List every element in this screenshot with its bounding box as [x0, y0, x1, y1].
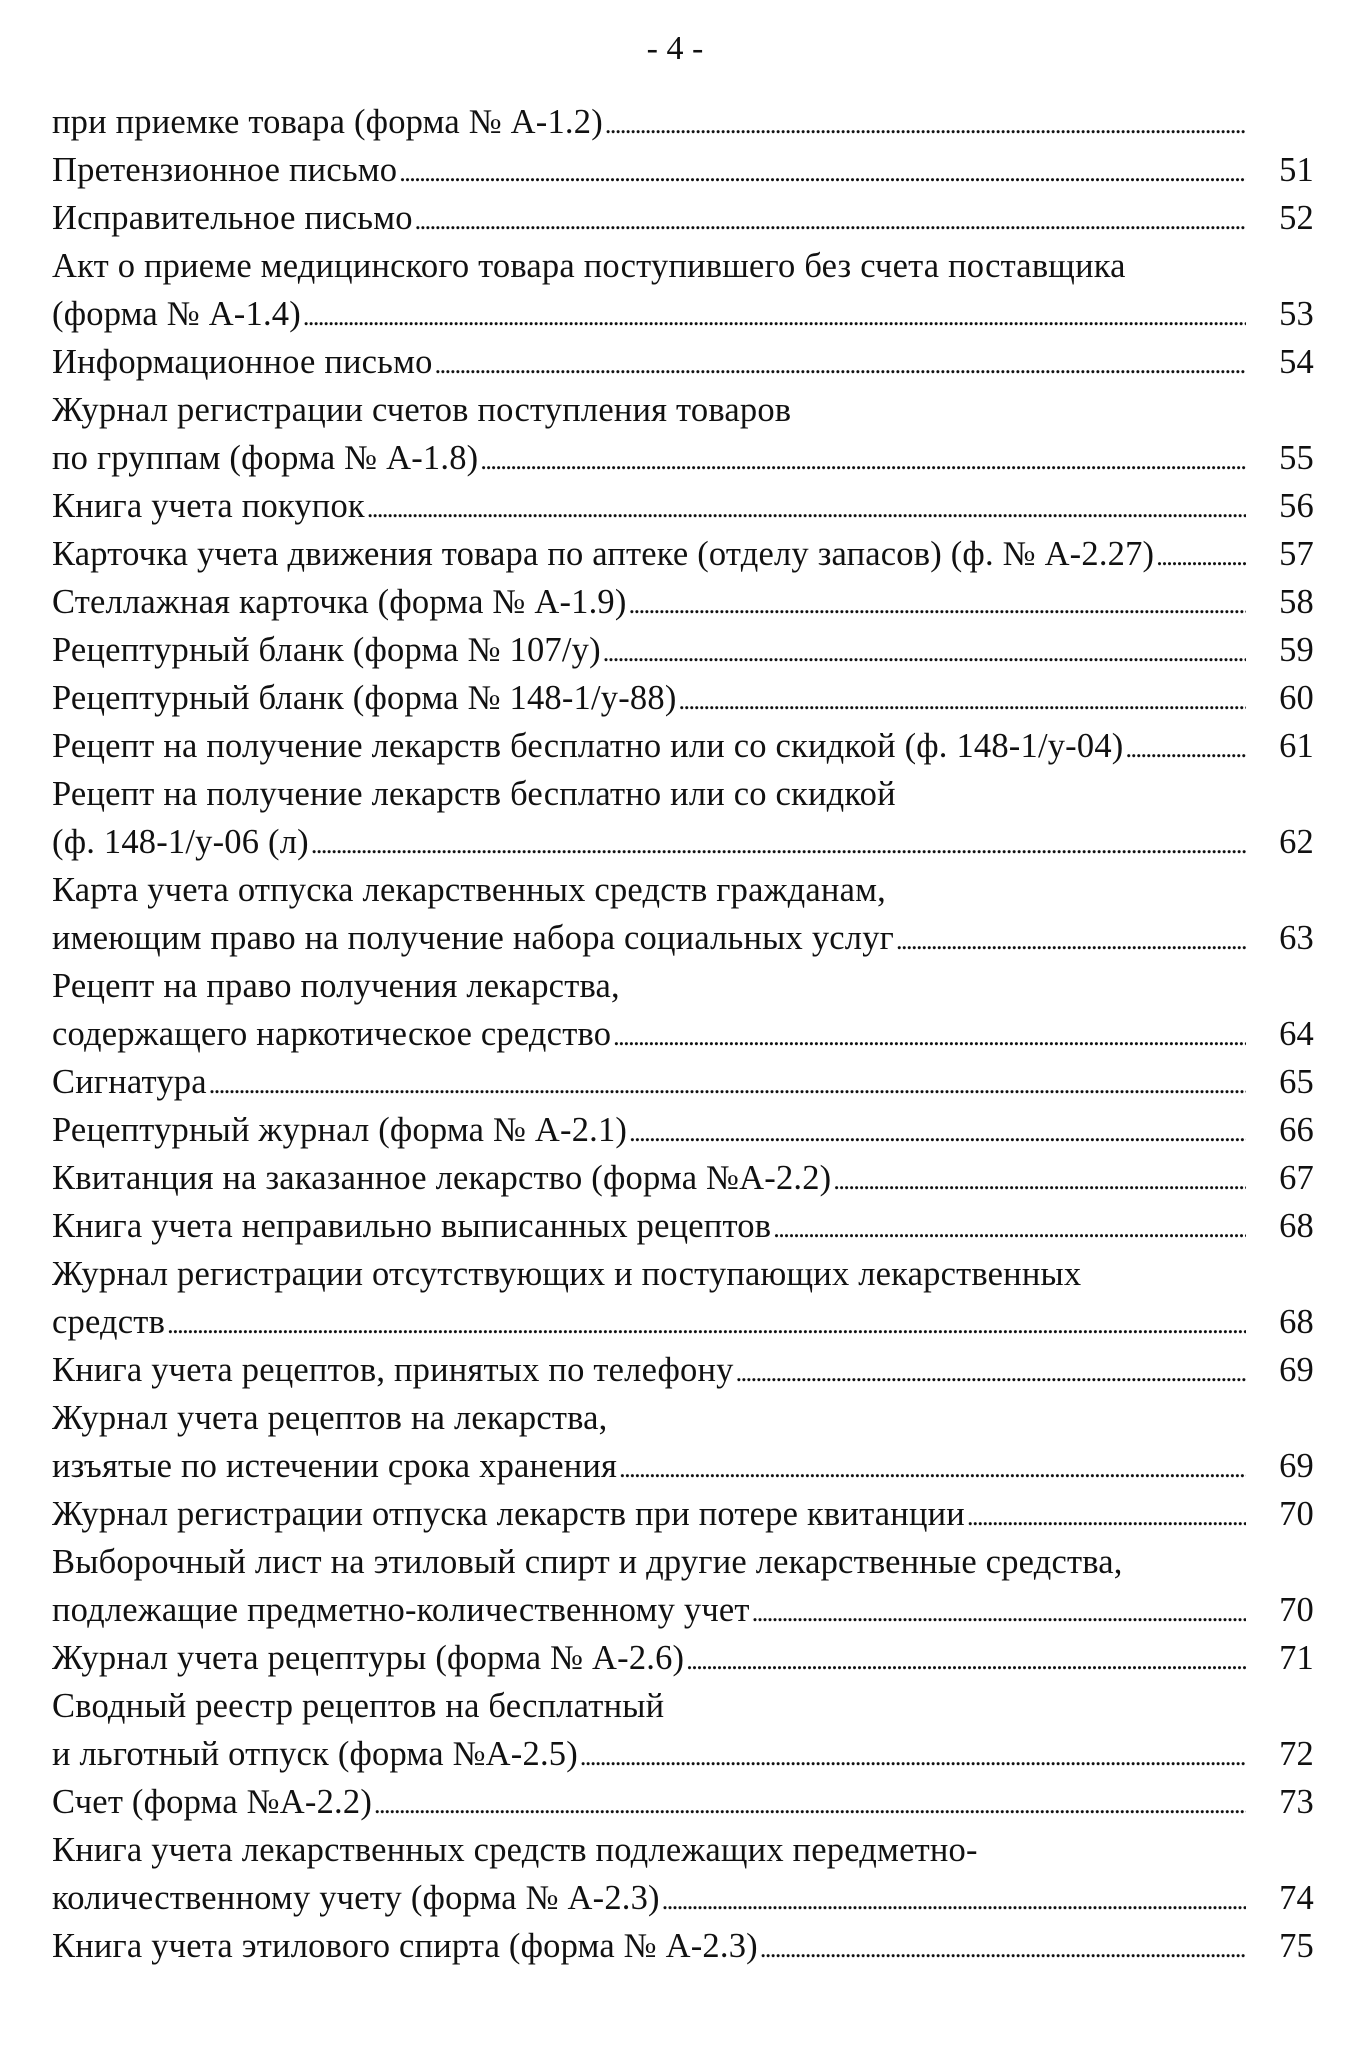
- toc-entry-title: Книга учета неправильно выписанных рецептов: [52, 1207, 772, 1245]
- toc-entry-title-line: Журнал регистрации отсутствующих и поступающих лекарственных: [52, 1255, 1082, 1293]
- toc-entry-page-number: 60: [1279, 679, 1314, 717]
- toc-entry: [52, 1538, 1314, 1634]
- toc-entry-title: (форма № А-1.4): [52, 295, 301, 333]
- toc-entry: [52, 1346, 1314, 1394]
- dot-leader: [679, 674, 1246, 725]
- toc-entry: [52, 1202, 1314, 1250]
- toc-entry-title: изъятые по истечении срока хранения: [52, 1447, 618, 1485]
- toc-entry-title: Рецептурный журнал (форма № А-2.1): [52, 1111, 628, 1149]
- toc-entry-line: [52, 1346, 1314, 1394]
- toc-entry: [52, 626, 1314, 674]
- dot-leader: [760, 1922, 1246, 1973]
- toc-entry: [52, 722, 1314, 770]
- toc-entry-page-number: 66: [1279, 1111, 1314, 1149]
- toc-entry-title: количественному учету (форма № А-2.3): [52, 1879, 660, 1917]
- toc-entry-line: [52, 1298, 1314, 1346]
- toc-entry-line: [52, 338, 1314, 386]
- toc-entry-line: [52, 434, 1314, 482]
- toc-entry-title: Счет (форма №А-2.2): [52, 1783, 373, 1821]
- toc-entry-page-number: 69: [1279, 1351, 1314, 1389]
- table-of-contents: [52, 98, 1314, 1970]
- toc-entry-line: [52, 1586, 1314, 1634]
- toc-entry-line: [52, 914, 1314, 962]
- dot-leader: [1125, 722, 1246, 773]
- toc-entry-page-number: 74: [1279, 1879, 1314, 1917]
- dot-leader: [629, 1106, 1246, 1157]
- toc-entry-page-number: 53: [1279, 295, 1314, 333]
- toc-entry-line: [52, 1154, 1314, 1202]
- toc-entry-page-number: 70: [1279, 1495, 1314, 1533]
- toc-entry-line: [52, 1874, 1314, 1922]
- toc-entry: [52, 242, 1314, 338]
- toc-entry: [52, 98, 1314, 146]
- toc-entry-line: [52, 1778, 1314, 1826]
- toc-entry-title-line: Акт о приеме медицинского товара поступившего без счета поставщика: [52, 247, 1126, 285]
- toc-entry-page-number: 70: [1279, 1591, 1314, 1629]
- toc-entry: [52, 1106, 1314, 1154]
- dot-leader: [580, 1730, 1246, 1781]
- toc-entry: [52, 1778, 1314, 1826]
- dot-leader: [686, 1634, 1246, 1685]
- toc-entry-title: Карточка учета движения товара по аптеке (отделу запасов) (ф. № А-2.27): [52, 535, 1155, 573]
- toc-entry-title: Рецепт на получение лекарств бесплатно или со скидкой (ф. 148-1/у-04): [52, 727, 1124, 765]
- toc-entry-title-line: Рецепт на право получения лекарства,: [52, 967, 620, 1005]
- toc-entry-title-line: Рецепт на получение лекарств бесплатно или со скидкой: [52, 775, 896, 813]
- toc-entry-title: Информационное письмо: [52, 343, 433, 381]
- dot-leader: [619, 1442, 1246, 1493]
- toc-entry-page-number: 62: [1279, 823, 1314, 861]
- toc-entry: [52, 1682, 1314, 1778]
- toc-entry-title-line: Выборочный лист на этиловый спирт и другие лекарственные средства,: [52, 1543, 1123, 1581]
- toc-entry-page-number: 68: [1279, 1303, 1314, 1341]
- toc-entry-title: средств: [52, 1303, 166, 1341]
- dot-leader: [399, 146, 1246, 197]
- toc-entry-title: имеющим право на получение набора социальных услуг: [52, 919, 894, 957]
- toc-entry-page-number: 64: [1279, 1015, 1314, 1053]
- toc-entry-title-line: Сводный реестр рецептов на бесплатный: [52, 1687, 665, 1725]
- dot-leader: [736, 1346, 1246, 1397]
- dot-leader: [303, 290, 1246, 341]
- toc-entry: [52, 1826, 1314, 1922]
- toc-entry-line: [52, 194, 1314, 242]
- toc-entry-page-number: 59: [1279, 631, 1314, 669]
- toc-entry-line: [52, 98, 1314, 146]
- toc-entry-line: [52, 1442, 1314, 1490]
- toc-entry-line: [52, 818, 1314, 866]
- toc-entry-title: и льготный отпуск (форма №А-2.5): [52, 1735, 578, 1773]
- dot-leader: [752, 1586, 1246, 1637]
- dot-leader: [167, 1298, 1246, 1349]
- toc-entry-title-line: Карта учета отпуска лекарственных средств гражданам,: [52, 871, 886, 909]
- dot-leader: [435, 338, 1246, 389]
- dot-leader: [311, 818, 1246, 869]
- toc-entry-title: Рецептурный бланк (форма № 107/у): [52, 631, 601, 669]
- toc-entry-title: Исправительное письмо: [52, 199, 413, 237]
- toc-entry-title-line: Журнал учета рецептов на лекарства,: [52, 1399, 608, 1437]
- toc-entry-title: Журнал регистрации отпуска лекарств при потере квитанции: [52, 1495, 965, 1533]
- toc-entry: [52, 1250, 1314, 1346]
- toc-entry-page-number: 72: [1279, 1735, 1314, 1773]
- toc-entry-line: [52, 290, 1314, 338]
- dot-leader: [773, 1202, 1246, 1253]
- toc-entry: [52, 770, 1314, 866]
- toc-entry: [52, 1634, 1314, 1682]
- toc-entry-page-number: 58: [1279, 583, 1314, 621]
- toc-entry-line: [52, 674, 1314, 722]
- toc-entry: [52, 674, 1314, 722]
- toc-entry-line: [52, 1922, 1314, 1970]
- toc-entry: [52, 962, 1314, 1058]
- toc-entry: [52, 338, 1314, 386]
- toc-entry-page-number: 75: [1279, 1927, 1314, 1965]
- toc-entry: [52, 578, 1314, 626]
- toc-entry-title-line: Книга учета лекарственных средств подлежащих передметно-: [52, 1831, 978, 1869]
- toc-entry-page-number: 63: [1279, 919, 1314, 957]
- toc-entry-line: [52, 1634, 1314, 1682]
- toc-entry-page-number: 65: [1279, 1063, 1314, 1101]
- toc-entry-title-line: Журнал регистрации счетов поступления товаров: [52, 391, 792, 429]
- toc-entry-page-number: 68: [1279, 1207, 1314, 1245]
- toc-entry-line: [52, 1202, 1314, 1250]
- toc-entry-page-number: 73: [1279, 1783, 1314, 1821]
- toc-entry-title: Стеллажная карточка (форма № А-1.9): [52, 583, 627, 621]
- toc-entry-page-number: 67: [1279, 1159, 1314, 1197]
- toc-entry-title: подлежащие предметно-количественному учет: [52, 1591, 750, 1629]
- dot-leader: [833, 1154, 1246, 1205]
- toc-entry-title: (ф. 148-1/у-06 (л): [52, 823, 309, 861]
- toc-entry: [52, 1922, 1314, 1970]
- dot-leader: [605, 98, 1246, 149]
- dot-leader: [374, 1778, 1246, 1829]
- toc-entry-title: Книга учета покупок: [52, 487, 365, 525]
- toc-entry-title: содержащего наркотическое средство: [52, 1015, 612, 1053]
- toc-entry-line: [52, 722, 1314, 770]
- toc-entry-title: Книга учета этилового спирта (форма № А-2.3): [52, 1927, 758, 1965]
- toc-entry: [52, 530, 1314, 578]
- toc-entry-title: Рецептурный бланк (форма № 148-1/у-88): [52, 679, 677, 717]
- toc-entry: [52, 1058, 1314, 1106]
- toc-entry-line: [52, 1106, 1314, 1154]
- dot-leader: [415, 194, 1246, 245]
- toc-entry: [52, 1490, 1314, 1538]
- dot-leader: [967, 1490, 1246, 1541]
- toc-entry-page-number: 54: [1279, 343, 1314, 381]
- dot-leader: [367, 482, 1246, 533]
- toc-entry: [52, 146, 1314, 194]
- dot-leader: [209, 1058, 1246, 1109]
- toc-entry-title: Квитанция на заказанное лекарство (форма №А-2.2): [52, 1159, 832, 1197]
- toc-entry: [52, 482, 1314, 530]
- toc-entry-title: Сигнатура: [52, 1063, 207, 1101]
- toc-entry-page-number: 51: [1279, 151, 1314, 189]
- toc-entry-line: [52, 146, 1314, 194]
- toc-entry-page-number: 52: [1279, 199, 1314, 237]
- toc-entry-page-number: 71: [1279, 1639, 1314, 1677]
- toc-entry: [52, 1154, 1314, 1202]
- dot-leader: [662, 1874, 1246, 1925]
- toc-entry-line: [52, 1058, 1314, 1106]
- toc-entry: [52, 1394, 1314, 1490]
- toc-entry-page-number: 57: [1279, 535, 1314, 573]
- toc-entry: [52, 866, 1314, 962]
- toc-entry-title: Претензионное письмо: [52, 151, 398, 189]
- dot-leader: [480, 434, 1246, 485]
- dot-leader: [896, 914, 1246, 965]
- toc-entry-page-number: 69: [1279, 1447, 1314, 1485]
- toc-entry-line: [52, 1730, 1314, 1778]
- toc-entry: [52, 386, 1314, 482]
- toc-entry-line: [52, 626, 1314, 674]
- toc-entry-line: [52, 578, 1314, 626]
- toc-entry: [52, 194, 1314, 242]
- toc-entry-title: при приемке товара (форма № А-1.2): [52, 103, 603, 141]
- dot-leader: [603, 626, 1246, 677]
- toc-entry-line: [52, 1490, 1314, 1538]
- page-number: - 4 -: [646, 30, 704, 67]
- toc-entry-line: [52, 1010, 1314, 1058]
- toc-entry-page-number: 55: [1279, 439, 1314, 477]
- toc-entry-page-number: 61: [1279, 727, 1314, 765]
- toc-entry-line: [52, 482, 1314, 530]
- toc-entry-title: Журнал учета рецептуры (форма № А-2.6): [52, 1639, 685, 1677]
- toc-entry-line: [52, 530, 1314, 578]
- dot-leader: [613, 1010, 1246, 1061]
- toc-entry-title: Книга учета рецептов, принятых по телефону: [52, 1351, 734, 1389]
- toc-entry-title: по группам (форма № А-1.8): [52, 439, 479, 477]
- toc-entry-page-number: 56: [1279, 487, 1314, 525]
- dot-leader: [1156, 530, 1246, 581]
- dot-leader: [629, 578, 1246, 629]
